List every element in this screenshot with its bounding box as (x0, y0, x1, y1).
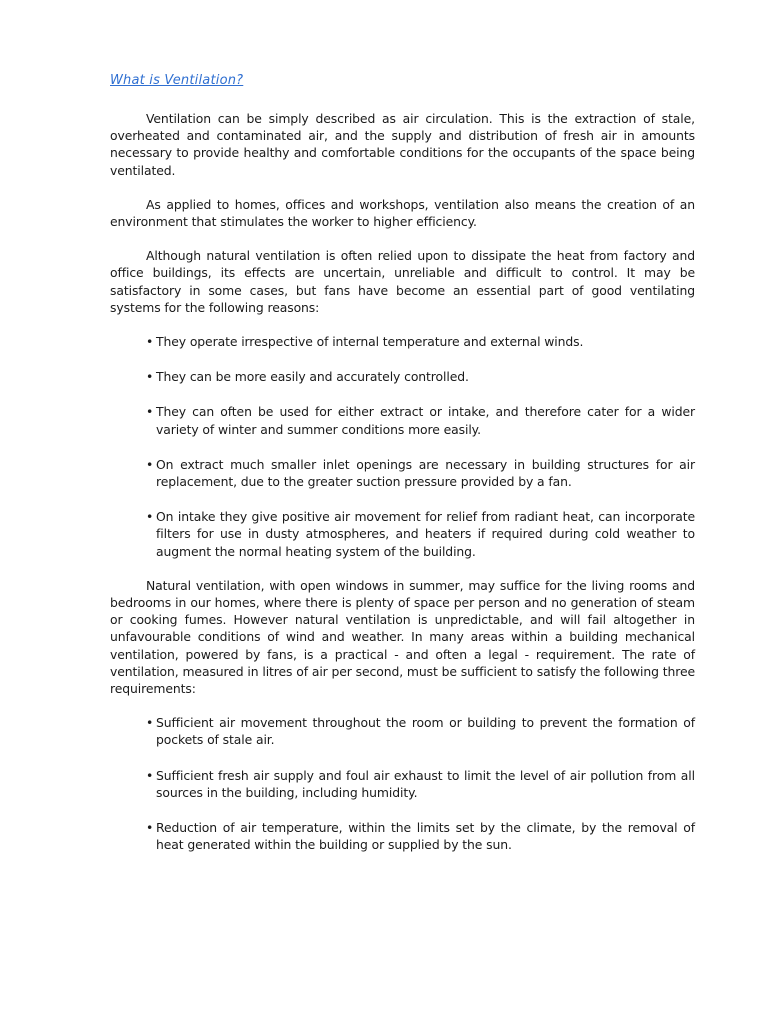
requirements-list (110, 714, 695, 853)
list-item (146, 767, 695, 801)
paragraph-natural-ventilation: Although natural ventilation is often relied upon to dissipate the heat from factory and office buildings, its effects are uncertain, unreliable and difficult to control. It may be satisfactory in some cases, but fans have become an essential part of good ventilating systems for the following reasons: (110, 248, 695, 315)
bullet-icon: • (146, 369, 154, 385)
bullet-icon: • (146, 767, 154, 783)
list-item (146, 403, 695, 437)
bullet-icon: • (146, 456, 154, 472)
list-item (146, 333, 695, 350)
list-item-text: They operate irrespective of internal temperature and external winds. (156, 334, 584, 350)
list-item-text: On intake they give positive air movement for relief from radiant heat, can incorporate filters for use in dusty atmospheres, and heaters if required during cold weather to augment the normal heating system of the building. (156, 509, 695, 559)
bullet-icon: • (146, 404, 154, 420)
list-item-text: They can be more easily and accurately controlled. (156, 369, 469, 385)
paragraph-definition: Ventilation can be simply described as air circulation. This is the extraction of stale, overheated and contaminated air, and the supply and distribution of fresh air in amounts necessary to provide healthy and comfortable conditions for the occupants of the space being ventilated. (110, 111, 695, 178)
list-item-text: Sufficient air movement throughout the room or building to prevent the formation of pockets of stale air. (156, 715, 695, 748)
document-page (110, 72, 695, 871)
document-title: What is Ventilation? (110, 73, 244, 88)
list-item-text: On extract much smaller inlet openings are necessary in building structures for air replacement, due to the greater suction pressure provided by a fan. (156, 456, 695, 490)
bullet-icon: • (146, 715, 154, 731)
paragraph-application: As applied to homes, offices and workshops, ventilation also means the creation of an environment that stimulates the worker to higher efficiency. (110, 196, 695, 230)
list-item-text: They can often be used for either extract or intake, and therefore cater for a wider variety of winter and summer conditions more easily. (156, 404, 695, 437)
list-item (146, 456, 695, 490)
list-item (146, 714, 695, 748)
fan-reasons-list (110, 333, 695, 560)
list-item (146, 819, 695, 853)
list-item (146, 508, 695, 560)
bullet-icon: • (146, 820, 154, 836)
list-item-text: Sufficient fresh air supply and foul air exhaust to limit the level of air pollution from all sources in the building, including humidity. (156, 767, 695, 800)
paragraph-requirements-intro: Natural ventilation, with open windows in summer, may suffice for the living rooms and bedrooms in our homes, where there is plenty of space per person and no generation of steam or cooking fumes. However natural ventilation is unpredictable, and will fail altogether in unfavourable conditions of wind and weather. In many areas within a building mechanical ventilation, powered by fans, is a practical - and often a legal - requirement. The rate of ventilation, measured in litres of air per second, must be sufficient to satisfy the following three requirements: (110, 577, 695, 697)
bullet-icon: • (146, 334, 154, 350)
list-item-text: Reduction of air temperature, within the limits set by the climate, by the removal of heat generated within the building or supplied by the sun. (156, 820, 695, 853)
list-item (146, 368, 695, 385)
bullet-icon: • (146, 509, 154, 525)
